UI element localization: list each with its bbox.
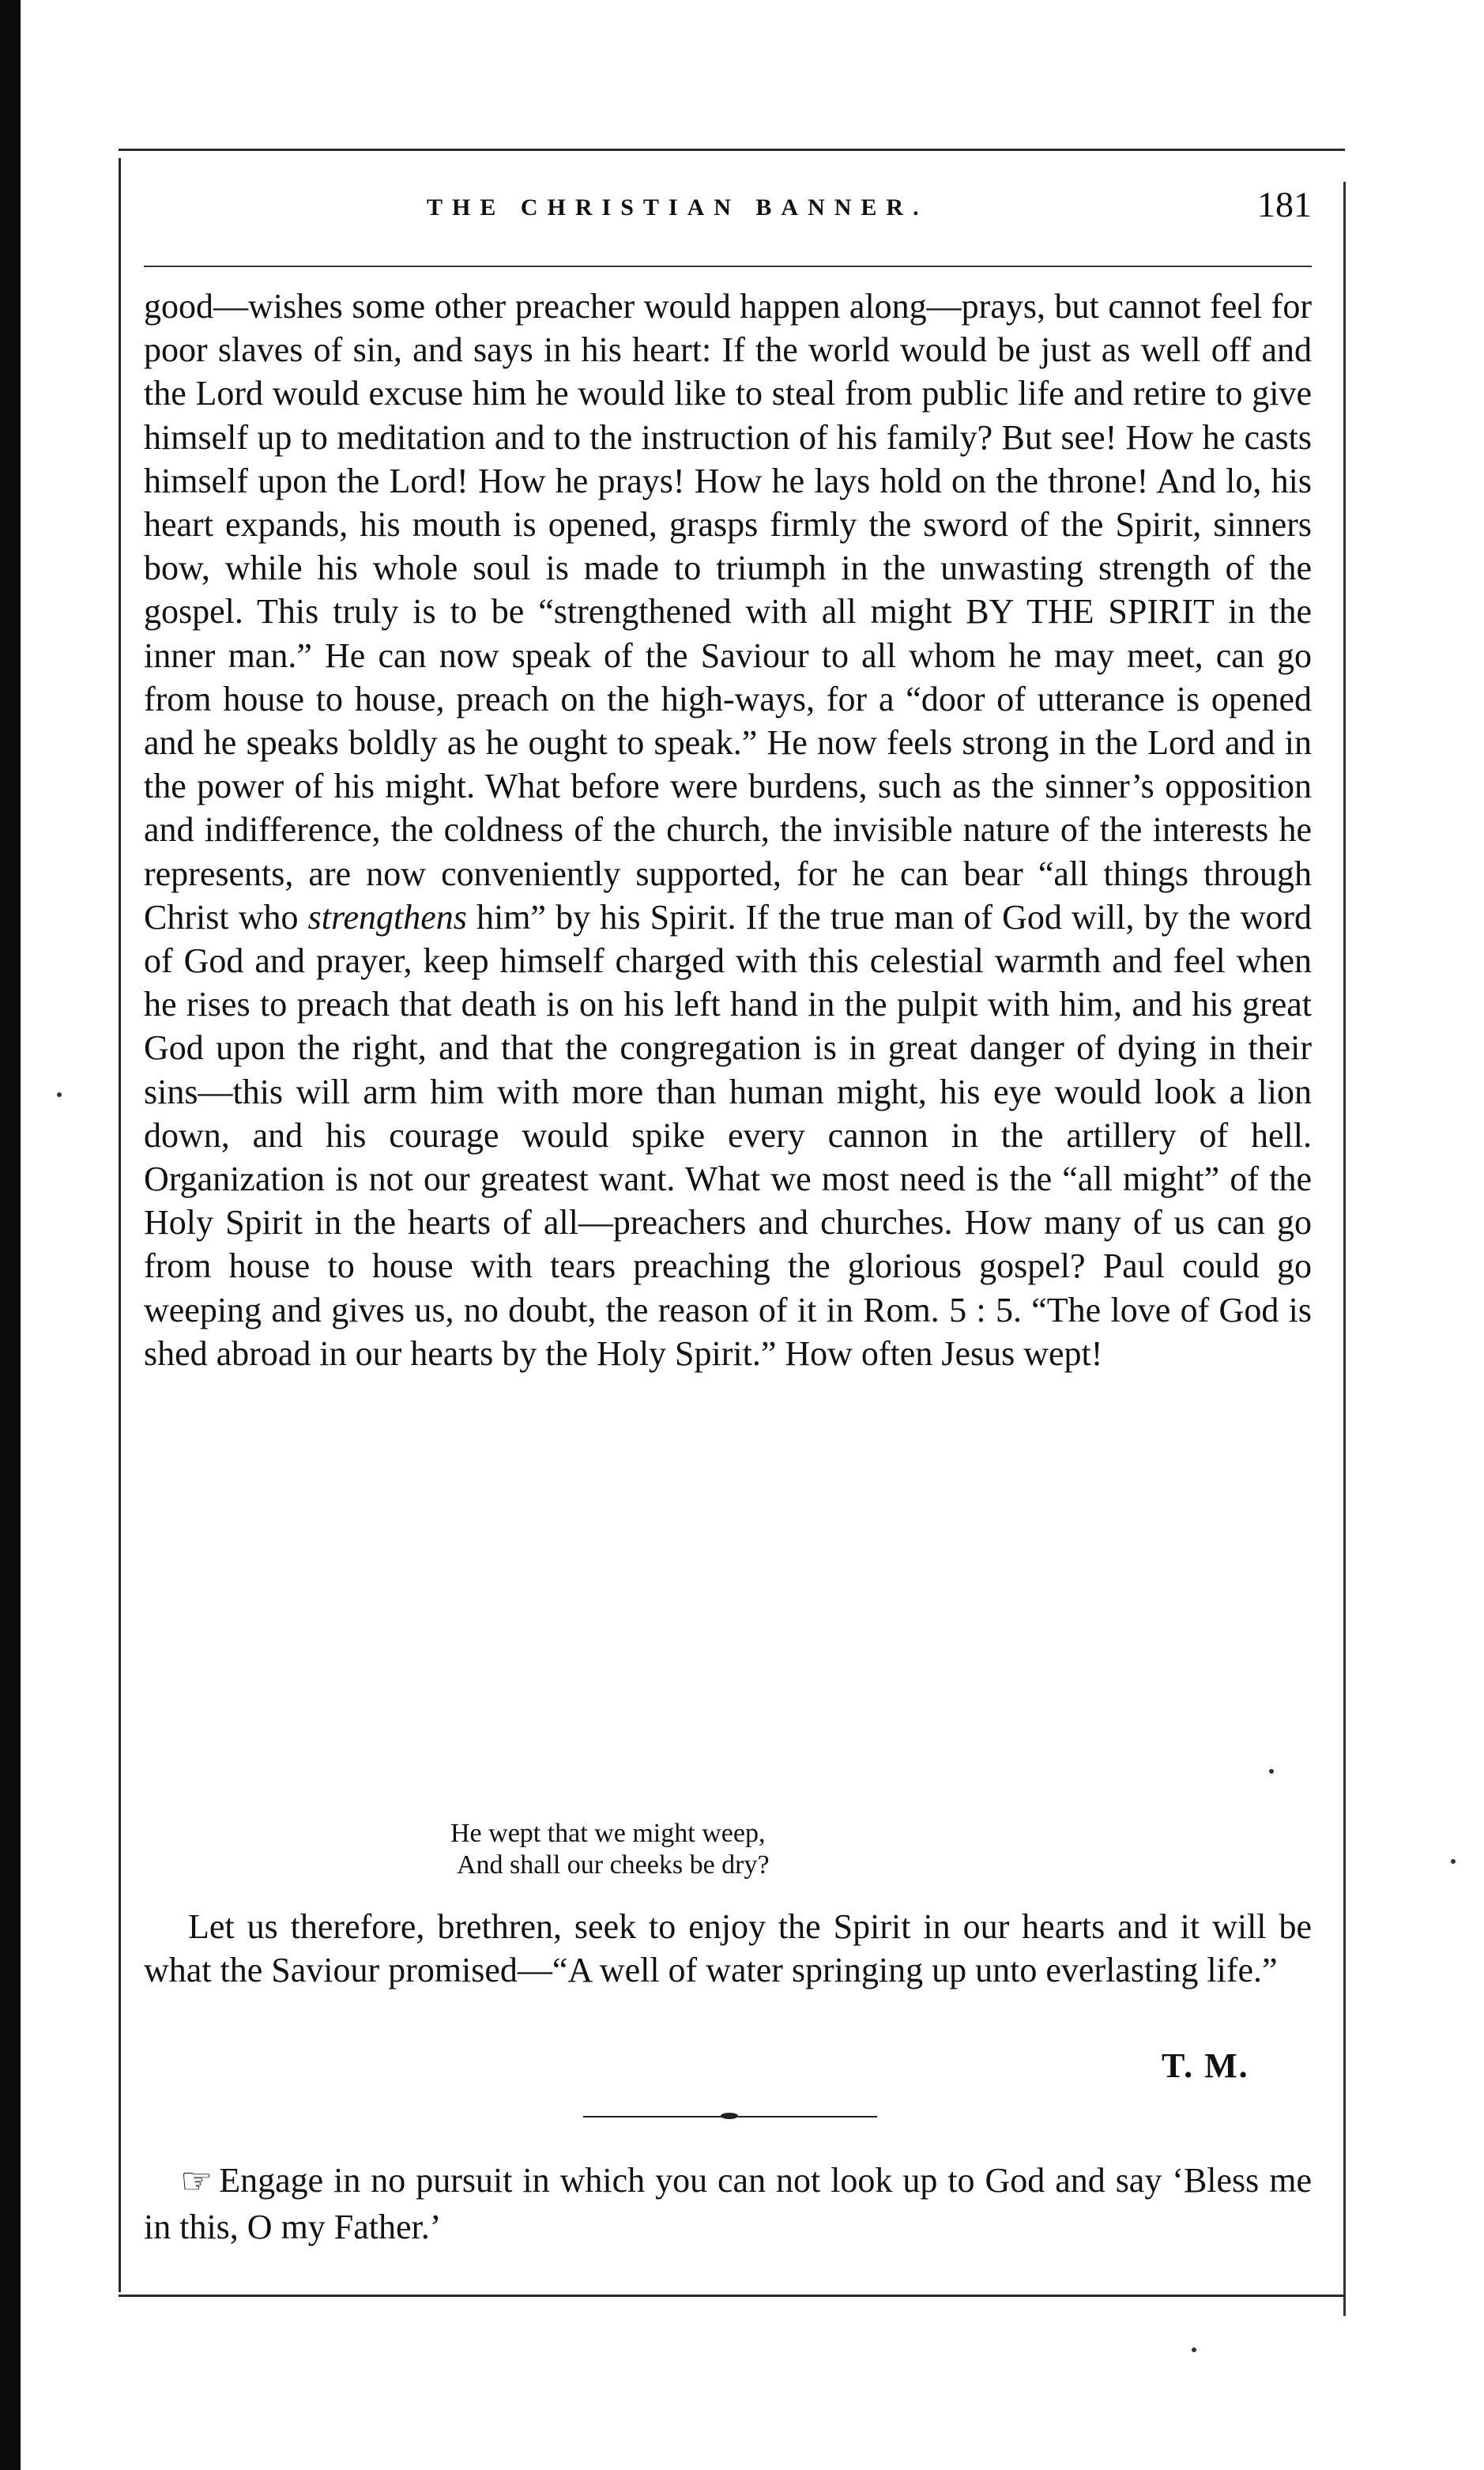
maxim-text: Engage in no pursuit in which you can not look up to God and say ‘Bless me in this, O my Father.’ bbox=[144, 2161, 1312, 2246]
maxim-paragraph bbox=[144, 2158, 1312, 2250]
author-signature: T. M. bbox=[1162, 2046, 1249, 2085]
pointing-hand-icon: ☞ bbox=[180, 2161, 213, 2201]
closing-text: Let us therefore, brethren, seek to enjoy the Spirit in our hearts and it will be what the Saviour promised—“A well of water springing up unto everlasting life.” bbox=[144, 1907, 1312, 1990]
print-speck bbox=[1192, 2347, 1196, 2352]
poem-line-2: And shall our cheeks be dry? bbox=[457, 1850, 770, 1880]
frame-left-rule bbox=[119, 158, 121, 2292]
poem-line-1: He wept that we might weep, bbox=[450, 1819, 766, 1848]
page-number: 181 bbox=[1257, 184, 1312, 224]
paragraph-text-part-2: him” by his Spirit. If the true man of God will, by the word of God and prayer, keep himself charged with this celestial warmth and feel when he rises to preach that death is on his left hand in the pulpit with him, and his great God upon the right, and that the congregation is in great danger of dying in their sins—this will arm him with more than human might, his eye would look a lion down, and his courage would spike every cannon in the artillery of hell. Organization is not our greatest want. What we most need is the “all might” of the Holy Spirit in the hearts of all—preachers and churches. How many of us can go from house to house with tears preaching the glorious gospel? Paul could go weeping and gives us, no doubt, the reason of it in Rom. 5 : 5. “The love of God is shed abroad in our hearts by the Holy Spirit.” How often Jesus wept! bbox=[144, 897, 1312, 1373]
print-speck bbox=[1451, 1859, 1456, 1864]
section-divider bbox=[583, 2112, 877, 2121]
italic-word: strengthens bbox=[307, 897, 467, 937]
print-speck bbox=[57, 1092, 62, 1097]
frame-bottom-rule bbox=[119, 2295, 1345, 2297]
frame-right-rule bbox=[1343, 182, 1346, 2316]
divider-ornament bbox=[721, 2113, 738, 2119]
article-paragraph bbox=[144, 285, 1312, 1375]
print-speck bbox=[1269, 1769, 1274, 1774]
page-edge-shadow bbox=[0, 0, 21, 2470]
paragraph-text-part-1: good—wishes some other preacher would happen along—prays, but cannot feel for poor slaves of sin, and says in his heart: If the world would be just as well off and the Lord would excuse him he would like to steal from public life and retire to give himself up to meditation and to the instruction of his family? But see! How he casts himself upon the Lord! How he prays! How he lays hold on the throne! And lo, his heart expands, his mouth is opened, grasps firmly the sword of the Spirit, sinners bow, while his whole soul is made to triumph in the unwasting strength of the gospel. This truly is to be “strengthened with all might BY THE SPIRIT in the inner man.” He can now speak of the Saviour to all whom he may meet, can go from house to house, preach on the high-ways, for a “door of utterance is opened and he speaks boldly as he ought to speak.” He now feels strong in the Lord and in the power of his might. What before were burdens, such as the sinner’s opposition and indifference, the coldness of the church, the invisible nature of the interests he represents, are now conveniently supported, for he can bear “all things through Christ who bbox=[144, 287, 1312, 937]
running-title: THE CHRISTIAN BANNER. bbox=[427, 194, 928, 221]
header-rule bbox=[144, 266, 1312, 267]
closing-paragraph bbox=[144, 1905, 1312, 1992]
poem-quote bbox=[450, 1818, 1004, 1881]
page-header bbox=[142, 183, 1312, 239]
frame-top-rule bbox=[119, 149, 1345, 151]
